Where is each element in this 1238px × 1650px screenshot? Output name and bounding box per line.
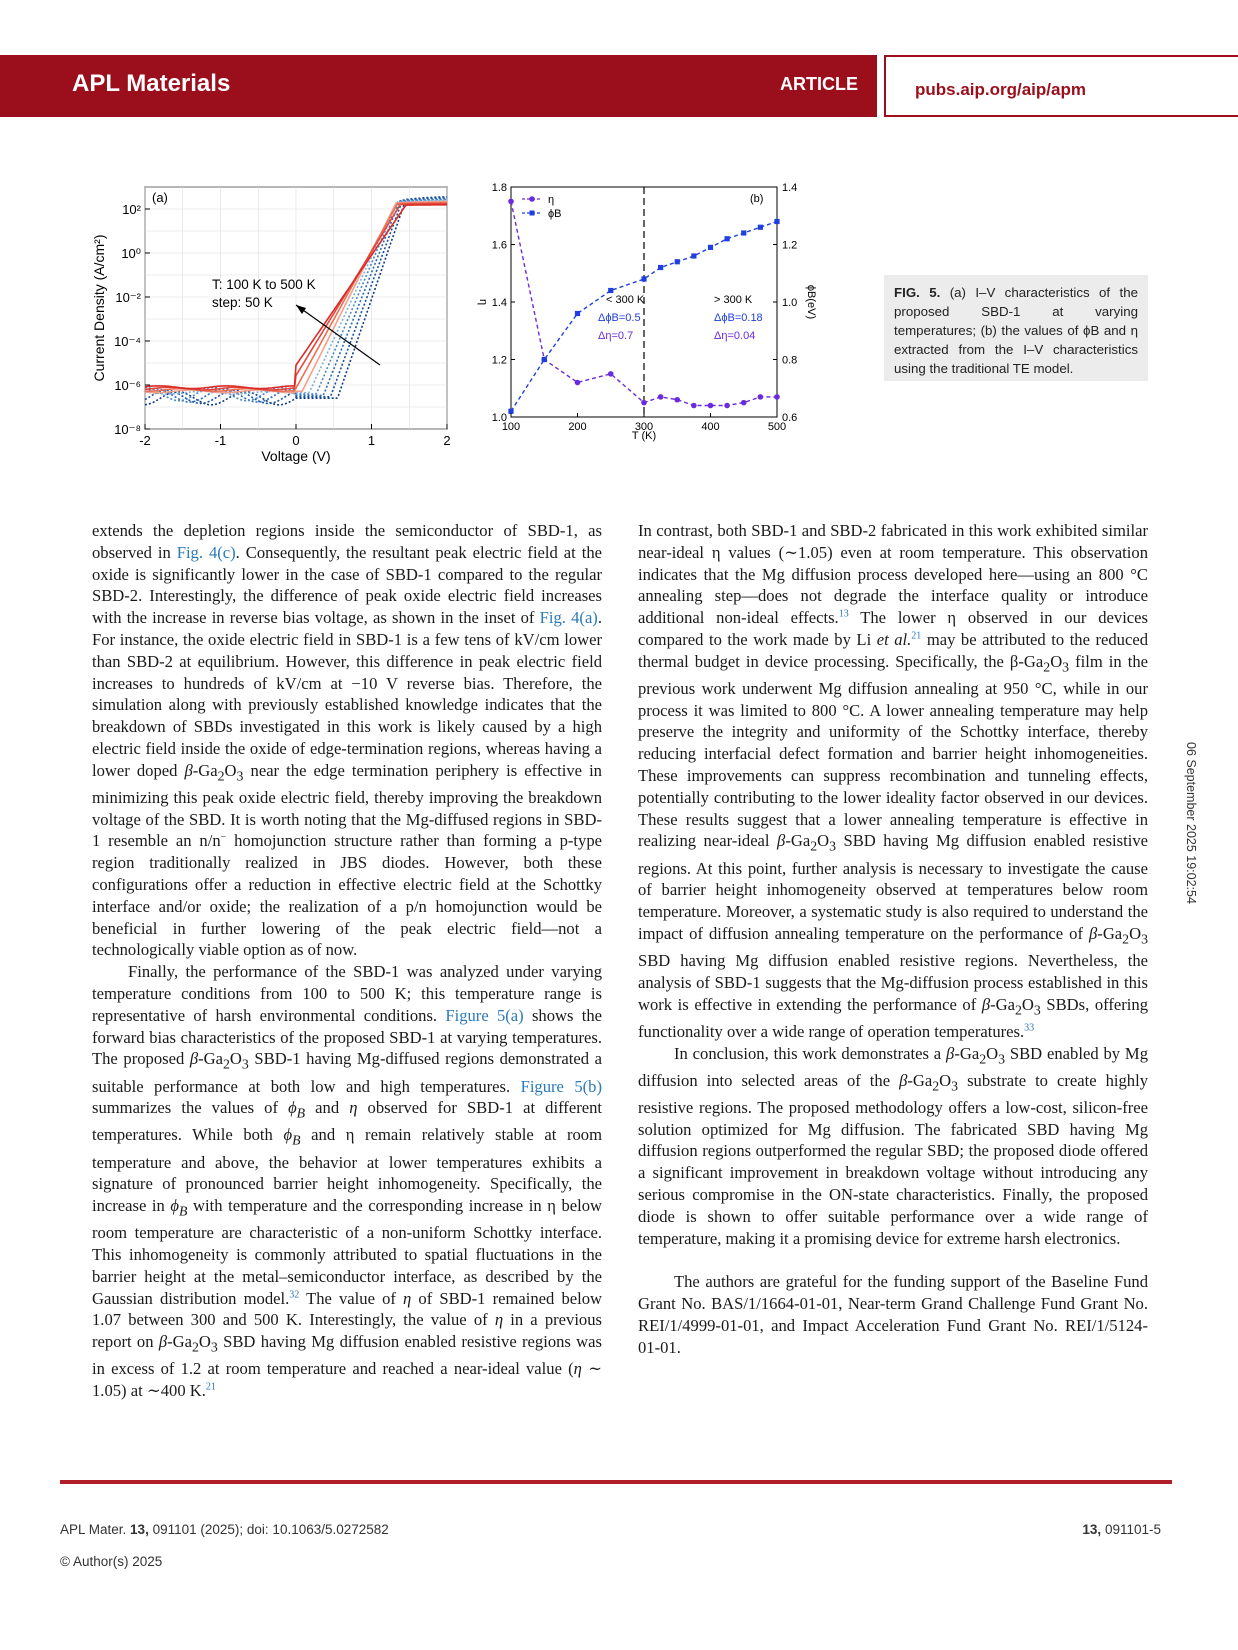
figure-caption bbox=[884, 275, 1148, 381]
phi-point bbox=[575, 311, 580, 316]
x-tick-label: 1 bbox=[367, 433, 376, 448]
panel-b-xlabel: T (K) bbox=[631, 430, 657, 442]
x-tick-label: 200 bbox=[568, 421, 587, 433]
journal-title[interactable]: APL Materials bbox=[72, 70, 231, 97]
phi-point bbox=[658, 265, 663, 270]
y-tick-label: 10⁻² bbox=[115, 290, 141, 305]
y-tick-label-left: 1.0 bbox=[491, 412, 507, 424]
x-tick-label: 500 bbox=[767, 421, 787, 433]
x-tick-label: 300 bbox=[634, 421, 654, 433]
eta-point bbox=[741, 400, 747, 406]
figure-5 bbox=[90, 175, 817, 470]
panel-b bbox=[477, 182, 817, 442]
y-tick-label-left: 1.4 bbox=[491, 297, 507, 309]
eta-point bbox=[691, 403, 697, 409]
panel-a bbox=[91, 187, 451, 464]
y-tick-label-left: 1.8 bbox=[491, 182, 507, 194]
eta-point bbox=[575, 380, 581, 386]
panel-a-ylabel: Current Density (A/cm²) bbox=[91, 234, 107, 382]
footer-divider bbox=[60, 1480, 1172, 1484]
text-column-right bbox=[638, 520, 1148, 1359]
y-tick-label-left: 1.6 bbox=[491, 239, 507, 252]
legend-phi-label: ϕB bbox=[548, 208, 562, 220]
left-region-phi: ΔϕB=0.5 bbox=[598, 312, 641, 324]
phi-point bbox=[641, 276, 646, 281]
eta-point bbox=[758, 394, 764, 400]
y-tick-label-right: 1.2 bbox=[782, 239, 798, 252]
article-label: ARTICLE bbox=[780, 74, 858, 94]
legend-eta-marker bbox=[529, 196, 535, 202]
paragraph: extends the depletion regions inside the semiconductor of SBD-1, as observed in Fig. 4(c). Consequently, the resultant peak electric field at the oxide is significantly lower in the case of SBD-1 compared to the regular SBD-2. Interestingly, the difference of peak oxide electric field increases with the increase in reverse bias voltage, as shown in the inset of Fig. 4(a). For instance, the oxide electric field in SBD-1 is a few tens of kV/cm lower than SBD-2 at equilibrium. However, this difference in peak electric field increases to hundreds of kV/cm at −10 V reverse bias. Therefore, the simulation along with previously established knowledge indicates that the breakdown of SBDs investigated in this work is likely caused by a high electric field inside the oxide of edge-termination regions, whereas having a lower doped $\beta-Ga_2O_3$ near the edge termination periphery is effective in minimizing this peak oxide electric field, thereby improving the breakdown voltage of the SBD. It is worth noting that the Mg-diffused regions in SBD-1 resemble an n/n− homojunction structure rather than forming a p-type region traditionally realized in JBS diodes. However, both these configurations offer a reduction in effective electric field at the Schottky interface and/or oxide; the realization of a p/n homojunction would be beneficial in further lowering of the peak electric field—not a technologically viable option as of now. bbox=[92, 521, 602, 960]
y-tick-label: 10⁻⁶ bbox=[114, 378, 141, 393]
legend-eta-label: η bbox=[548, 194, 555, 206]
x-tick-label: 400 bbox=[701, 421, 720, 433]
panel-a-annotation-2: step: 50 K bbox=[212, 295, 273, 310]
phi-point bbox=[741, 230, 746, 235]
y-tick-label: 10⁰ bbox=[121, 246, 141, 261]
y-tick-label-right: 1.4 bbox=[782, 182, 798, 194]
footer-citation[interactable] bbox=[60, 1522, 389, 1537]
right-region-title: > 300 K bbox=[714, 294, 753, 306]
x-tick-label: 100 bbox=[501, 421, 521, 433]
page-number: 091101-5 bbox=[1104, 1522, 1161, 1537]
phi-point bbox=[758, 225, 763, 230]
y-tick-label: 10⁻⁴ bbox=[114, 334, 141, 349]
panel-a-label: (a) bbox=[152, 190, 168, 205]
paragraph: In contrast, both SBD-1 and SBD-2 fabricated in this work exhibited similar near-ideal η values (∼1.05) even at room temperature. This observation indicates that the Mg diffusion process developed here—using an 800 °C annealing step—does not degrade the interface quality or introduce additional non-ideal effects.$^{13}$ The lower η observed in our devices compared to the work made by Li et al.$^{21}$ may be attributed to the reduced thermal budget in device processing. Specifically, the $\beta-Ga_2O_3$ film in the previous work underwent Mg diffusion annealing at 950 °C, while in our process it was limited to 800 °C. A lower annealing temperature may help preserve the integrity and uniformity of the Schottky interface, thereby reducing interfacial defect formation and barrier height inhomogeneities. These improvements can suppress recombination and tunneling effects, potentially contributing to the lower ideality factor observed in our devices. These results suggest that a lower annealing temperature is effective in realizing near-ideal $\beta-Ga_2O_3$ SBD having Mg diffusion enabled resistive regions. At this point, further analysis is necessary to investigate the cause of barrier height inhomogeneity observed at temperatures below room temperature. Moreover, a systematic study is also required to understand the impact of diffusion annealing temperature on the performance of $\beta-Ga_2O_3$ SBD having Mg diffusion enabled resistive regions. Nevertheless, the analysis of SBD-1 suggests that the Mg-diffusion process established in this work is effective in extending the performance of $\beta-Ga_2O_3$ SBDs, offering functionality over a wide range of operation temperatures.$^{33}$ bbox=[638, 521, 1149, 1041]
figure-link[interactable]: Figure 5(a) bbox=[445, 1005, 524, 1025]
y-tick-label: 10⁻⁸ bbox=[114, 422, 141, 437]
citation-volume: 13, bbox=[130, 1522, 149, 1537]
caption-text: (a) I–V characteristics of the proposed SBD-1 at varying temperatures; (b) the values of ϕB and η extracted from the I–V characteristics using the traditional TE model. bbox=[894, 285, 1138, 376]
x-tick-label: -2 bbox=[139, 433, 151, 448]
citation-prefix: APL Mater. bbox=[60, 1522, 127, 1537]
left-region-eta: Δη=0.7 bbox=[598, 330, 634, 342]
footer-page-number bbox=[1082, 1522, 1161, 1537]
page-volume: 13, bbox=[1082, 1522, 1102, 1537]
paragraph: Finally, the performance of the SBD-1 was analyzed under varying temperature conditions from 100 to 500 K; this temperature range is representative of harsh environmental conditions. Figure 5(a) shows the forward bias characteristics of the proposed SBD-1 at varying temperatures. The proposed $\beta-Ga_2O_3$ SBD-1 having Mg-diffused regions demonstrated a suitable performance at both low and high temperatures. Figure 5(b) summarizes the values of $\phi_B$ and η observed for SBD-1 at different temperatures. While both $\phi_B$ and η remain relatively stable at room temperature and above, the behavior at lower temperatures exhibits a signature of pronounced barrier height inhomogeneity. Specifically, the increase in $\phi_B$ with temperature and the corresponding increase in η below room temperature are characteristic of a non-uniform Schottky interface. This inhomogeneity is commonly attributed to spatial fluctuations in the barrier height at the metal–semiconductor interface, as described by the Gaussian distribution model.$^{32}$ The value of η of SBD-1 remained below 1.07 between 300 and 500 K. Interestingly, the value of η in a previous report on $\beta-Ga_2O_3$ SBD having Mg diffusion enabled resistive regions was in excess of 1.2 at room temperature and reached a near-ideal value (η ∼ 1.05) at ∼400 K.$^{21}$ bbox=[92, 962, 603, 1401]
phi-point bbox=[691, 253, 696, 258]
eta-point bbox=[508, 199, 514, 205]
figure-link[interactable]: Fig. 4(a) bbox=[539, 608, 598, 628]
journal-url-link[interactable]: pubs.aip.org/aip/apm bbox=[915, 80, 1086, 99]
eta-point bbox=[724, 403, 730, 409]
eta-point bbox=[708, 403, 714, 409]
download-date: 06 September 2025 19:02:54 bbox=[1184, 742, 1198, 904]
citation-rest: 091101 (2025); doi: 10.1063/5.0272582 bbox=[152, 1522, 389, 1537]
y-tick-label-right: 0.8 bbox=[782, 354, 798, 367]
phi-point bbox=[774, 219, 779, 224]
phi-point bbox=[608, 288, 613, 293]
panel-a-annotation-1: T: 100 K to 500 K bbox=[212, 277, 316, 292]
figure-link[interactable]: Figure 5(b) bbox=[520, 1076, 602, 1096]
y-tick-label-right: 0.6 bbox=[782, 412, 798, 424]
x-tick-label: -1 bbox=[214, 433, 227, 448]
text-column-left bbox=[92, 520, 602, 1402]
y-tick-label: 10² bbox=[122, 202, 141, 217]
footer-copyright: © Author(s) 2025 bbox=[60, 1554, 163, 1569]
eta-point bbox=[774, 394, 780, 400]
eta-point bbox=[608, 371, 614, 377]
phi-point bbox=[708, 245, 713, 250]
eta-point bbox=[641, 400, 647, 406]
phi-point bbox=[542, 357, 547, 362]
eta-point bbox=[674, 397, 680, 403]
caption-label: FIG. 5. bbox=[894, 285, 941, 300]
left-region-title: < 300 K bbox=[606, 294, 645, 306]
phi-point bbox=[725, 236, 730, 241]
right-region-phi: ΔϕB=0.18 bbox=[714, 312, 763, 324]
acknowledgment: The authors are grateful for the funding support of the Baseline Fund Grant No. BAS/1/1664-01-01, Near-term Grand Challenge Fund Grant No. REI/1/4999-01-01, and Impact Acceleration Fund Grant No. REI/1/5124-01-01. bbox=[638, 1272, 1148, 1357]
paragraph: In conclusion, this work demonstrates a $\beta-Ga_2O_3$ SBD enabled by Mg diffusion into selected areas of the $\beta-Ga_2O_3$ substrate to create highly resistive regions. The proposed methodology offers a low-cost, silicon-free solution optimized for Mg diffusion. The fabricated SBD having Mg diffusion regions outperformed the regular SBD; the proposed diode offered a significant improvement in breakdown voltage without introducing any serious compromise in the ON-state characteristics. Finally, the proposed diode is shown to offer suitable performance over a wide range of temperature, making it a promising device for extreme harsh electronics. bbox=[638, 1043, 1148, 1248]
x-tick-label: 2 bbox=[443, 433, 451, 448]
panel-b-ylabel-right: ϕB(eV) bbox=[805, 284, 817, 320]
legend-phi-marker bbox=[530, 211, 535, 216]
panel-b-ylabel-left: η bbox=[477, 298, 489, 306]
eta-point bbox=[658, 394, 664, 400]
panel-b-label: (b) bbox=[750, 193, 764, 205]
phi-point bbox=[675, 259, 680, 264]
panel-a-xlabel: Voltage (V) bbox=[261, 448, 331, 464]
figure-link[interactable]: Fig. 4(c) bbox=[176, 542, 236, 562]
x-tick-label: 0 bbox=[292, 433, 300, 448]
y-tick-label-left: 1.2 bbox=[491, 354, 507, 367]
right-region-eta: Δη=0.04 bbox=[714, 330, 756, 342]
y-tick-label-right: 1.0 bbox=[782, 297, 798, 309]
